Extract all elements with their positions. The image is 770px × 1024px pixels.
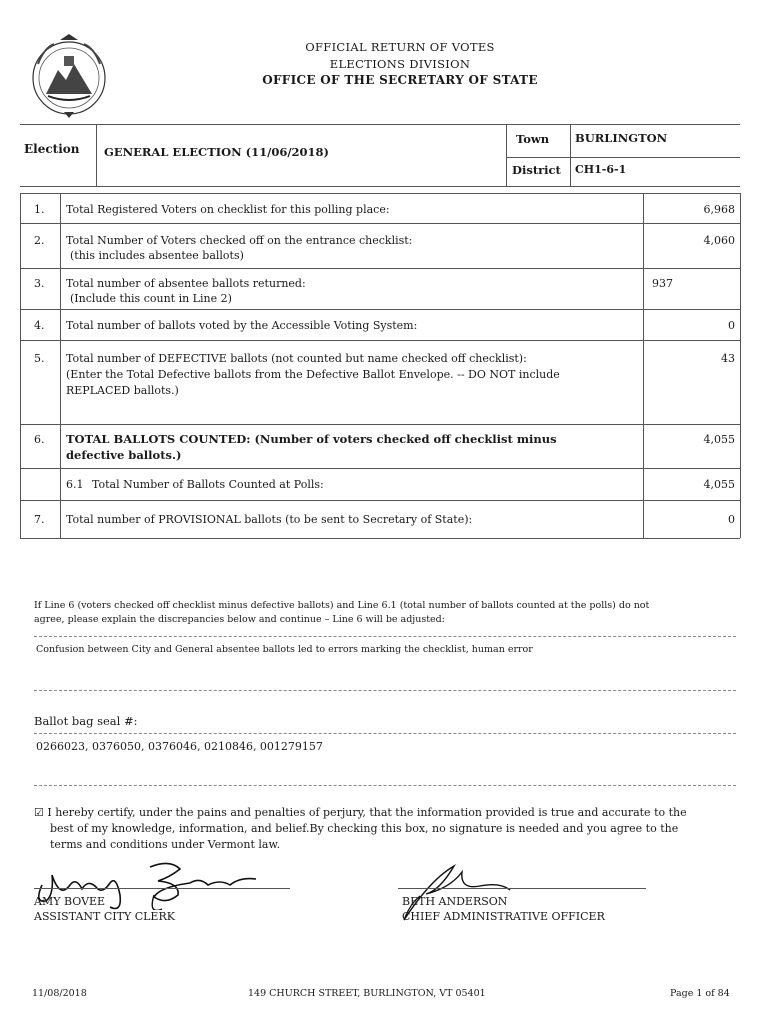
row-1-label: Total Registered Voters on checklist for this polling place: [66, 203, 390, 216]
discrepancy-explanation: Confusion between City and General absentee ballots led to errors marking the checklist, human error [36, 644, 533, 655]
form-title-line3: OFFICE OF THE SECRETARY OF STATE [262, 73, 538, 87]
row-3-note: (Include this count in Line 2) [70, 292, 232, 305]
row-5-value: 43 [721, 352, 735, 365]
left-signer-name: AMY BOVEE [34, 895, 106, 908]
form-title-line1: OFFICIAL RETURN OF VOTES [305, 40, 495, 54]
row-6-1-value: 4,055 [703, 478, 735, 491]
row-2-note: (this includes absentee ballots) [70, 249, 244, 262]
row-4-value: 0 [728, 319, 735, 332]
footer-address: 149 CHURCH STREET, BURLINGTON, VT 05401 [248, 988, 486, 999]
district-value: CH1-6-1 [575, 163, 627, 176]
row-5-number: 5. [34, 352, 45, 365]
row-6-label: TOTAL BALLOTS COUNTED: (Number of voters checked off checklist minus [66, 432, 557, 446]
row-2-value: 4,060 [703, 234, 735, 247]
row-3-number: 3. [34, 277, 45, 290]
row-6-note: defective ballots.) [66, 448, 182, 462]
certify-checkbox[interactable]: ☑ [34, 806, 44, 819]
footer-page-number: Page 1 of 84 [670, 988, 730, 999]
row-1-number: 1. [34, 203, 45, 216]
row-3-value: 937 [652, 277, 673, 290]
town-value: BURLINGTON [575, 131, 668, 145]
vermont-state-seal [28, 34, 110, 118]
right-signer-name: BETH ANDERSON [402, 895, 508, 908]
row-6-value: 4,055 [703, 433, 735, 446]
row-7-label: Total number of PROVISIONAL ballots (to be sent to Secretary of State): [66, 513, 473, 526]
row-5-note-2: REPLACED ballots.) [66, 384, 179, 397]
left-signer-title: ASSISTANT CITY CLERK [34, 910, 175, 923]
row-2-number: 2. [34, 234, 45, 247]
certify-line-2: best of my knowledge, information, and belief.By checking this box, no signature is needed and you agree to the [50, 822, 679, 835]
certify-line-3: terms and conditions under Vermont law. [50, 838, 281, 851]
election-value: GENERAL ELECTION (11/06/2018) [104, 145, 329, 159]
certify-line-1: I hereby certify, under the pains and penalties of perjury, that the information provided is true and accurate to the [47, 806, 687, 819]
right-signer-title: CHIEF ADMINISTRATIVE OFFICER [402, 910, 605, 923]
discrepancy-instruction-2: agree, please explain the discrepancies below and continue – Line 6 will be adjusted: [34, 614, 445, 625]
ballot-bag-seal-label: Ballot bag seal #: [34, 714, 138, 728]
row-7-value: 0 [728, 513, 735, 526]
row-6-1-label: Total Number of Ballots Counted at Polls: [92, 478, 324, 491]
ballot-bag-seal-value: 0266023, 0376050, 0376046, 0210846, 001279157 [36, 740, 323, 753]
row-6-number: 6. [34, 433, 45, 446]
row-5-note: (Enter the Total Defective ballots from the Defective Ballot Envelope. -- DO NOT include [66, 368, 560, 381]
row-2-label: Total Number of Voters checked off on the entrance checklist: [66, 234, 413, 247]
row-4-label: Total number of ballots voted by the Accessible Voting System: [66, 319, 418, 332]
row-7-number: 7. [34, 513, 45, 526]
town-label: Town [516, 132, 550, 146]
discrepancy-instruction-1: If Line 6 (voters checked off checklist minus defective ballots) and Line 6.1 (total number of ballots counted at the polls) do not [34, 600, 650, 611]
district-label: District [512, 163, 561, 177]
row-6-1-number: 6.1 [66, 478, 84, 491]
row-5-label: Total number of DEFECTIVE ballots (not counted but name checked off checklist): [66, 352, 527, 365]
row-1-value: 6,968 [703, 203, 735, 216]
footer-date: 11/08/2018 [32, 988, 87, 999]
row-4-number: 4. [34, 319, 45, 332]
row-3-label: Total number of absentee ballots returned: [66, 277, 306, 290]
election-label: Election [24, 142, 80, 156]
form-title-line2: ELECTIONS DIVISION [329, 57, 471, 71]
